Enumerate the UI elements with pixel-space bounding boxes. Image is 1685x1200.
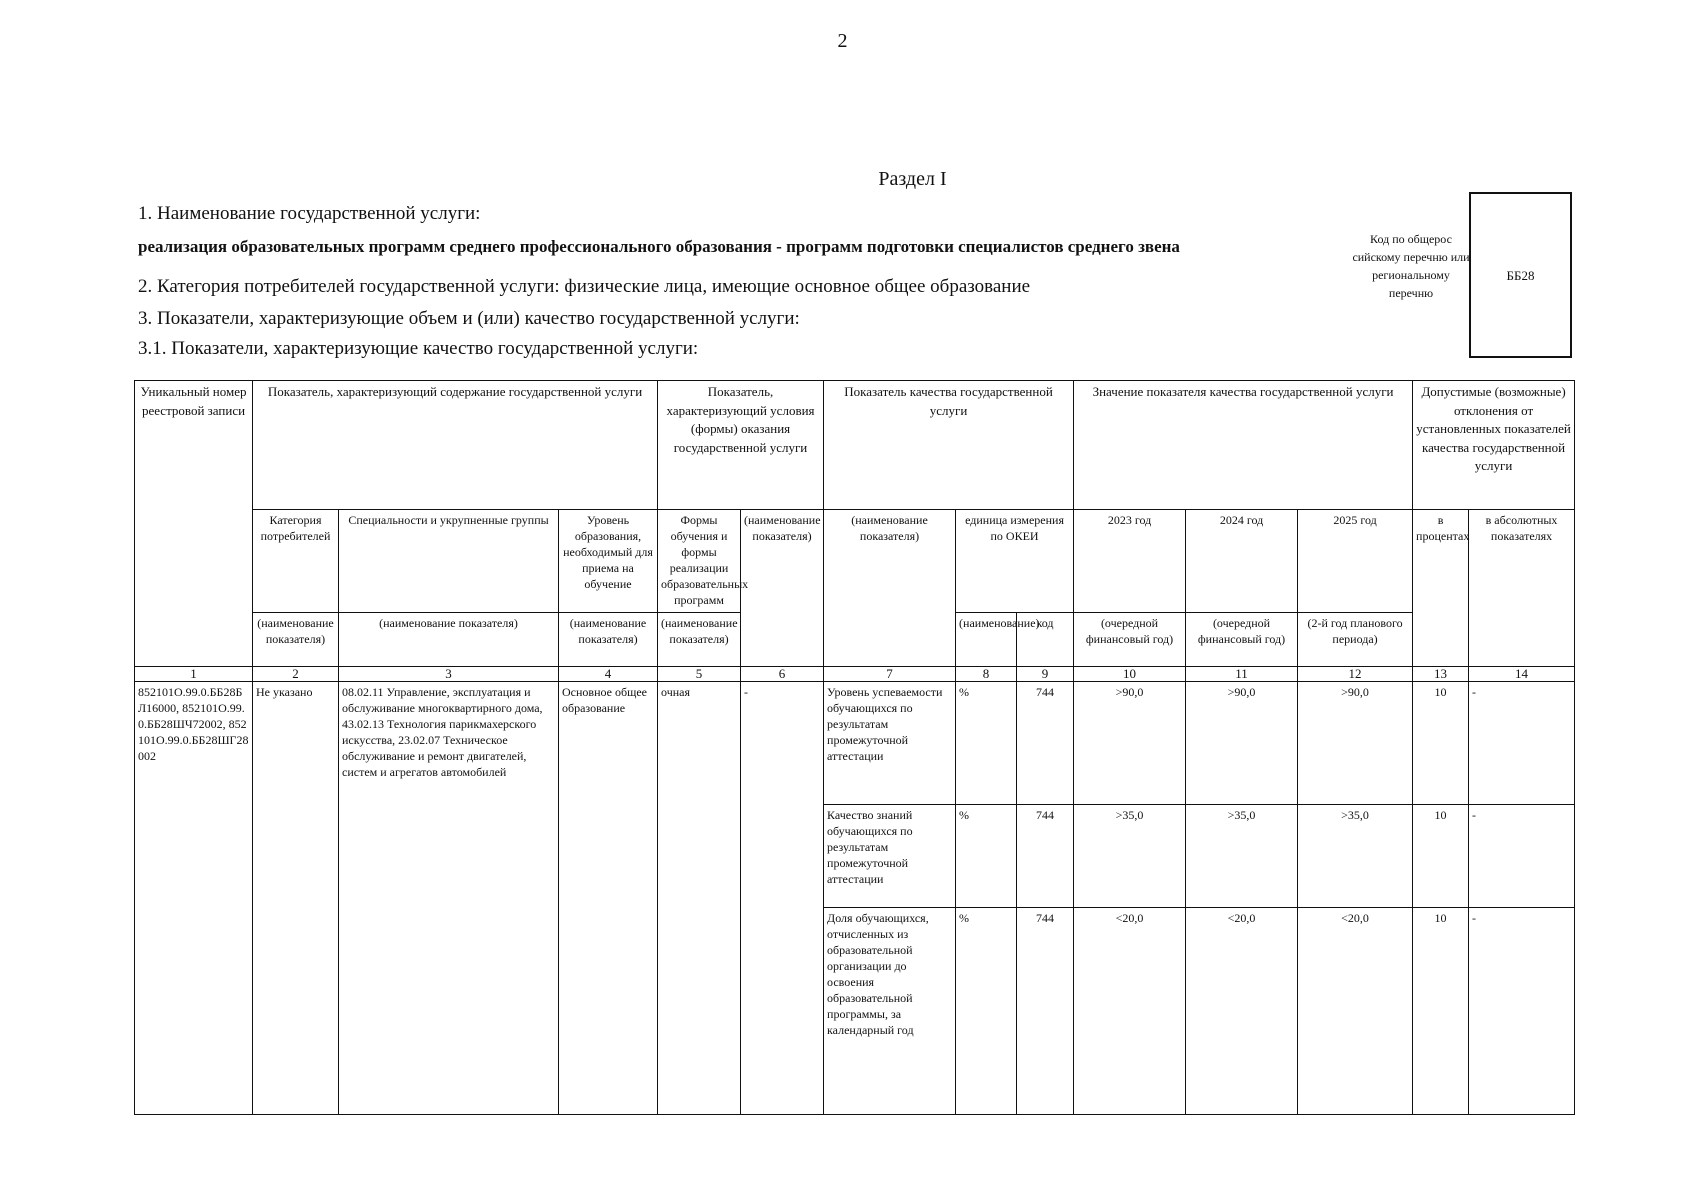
value-2025: <20,0 — [1298, 908, 1413, 1115]
col-num-2: 2 — [253, 667, 339, 682]
quality-indicators-heading: 3.1. Показатели, характеризующие качество государственной услуги: — [138, 338, 699, 359]
page-number: 2 — [837, 30, 848, 52]
header-unit-name: (наименование) — [956, 613, 1017, 667]
col-num-9: 9 — [1017, 667, 1074, 682]
value-2023: >90,0 — [1074, 682, 1186, 805]
deviation-absolute: - — [1469, 682, 1575, 805]
header-level: Уровень образования, необходимый для приема на обучение — [559, 510, 658, 613]
header-row-1 — [135, 381, 1575, 510]
value-2023: >35,0 — [1074, 805, 1186, 908]
deviation-absolute: - — [1469, 805, 1575, 908]
value-2024: >35,0 — [1186, 805, 1298, 908]
header-row-2 — [135, 510, 1575, 613]
col-num-3: 3 — [339, 667, 559, 682]
col-num-11: 11 — [1186, 667, 1298, 682]
col-num-5: 5 — [658, 667, 741, 682]
column-numbers-row — [135, 667, 1575, 682]
header-2023: 2023 год — [1074, 510, 1186, 613]
section-title: Раздел I — [878, 168, 947, 190]
header-2025: 2025 год — [1298, 510, 1413, 613]
quality-indicators-table — [134, 380, 1575, 1115]
unit-code: 744 — [1017, 908, 1074, 1115]
header-percent: в процентах — [1413, 510, 1469, 667]
indicator-name: Доля обучающихся, отчисленных из образовательной организации до освоения образовательной программы, за календарный год — [824, 908, 956, 1115]
header-registry: Уникальный номер реестровой записи — [135, 381, 253, 667]
unit-name: % — [956, 805, 1017, 908]
table-row — [135, 682, 1575, 805]
value-2025: >90,0 — [1298, 682, 1413, 805]
header-conditions: Показатель, характеризующий условия (формы) оказания государственной услуги — [658, 381, 824, 510]
education-level-cell: Основное общее образование — [559, 682, 658, 1115]
registry-code-box — [1469, 192, 1572, 358]
header-naming-7: (наименование показателя) — [824, 510, 956, 667]
col-num-6: 6 — [741, 667, 824, 682]
unit-name: % — [956, 908, 1017, 1115]
header-naming-4: (наименование показателя) — [559, 613, 658, 667]
service-name: реализация образовательных программ среднего профессионального образования - программ подготовки специалистов среднего звена — [138, 237, 1180, 256]
header-naming-2: (наименование показателя) — [253, 613, 339, 667]
service-name-label: 1. Наименование государственной услуги: — [138, 203, 481, 224]
condition-2-cell: - — [741, 682, 824, 1115]
header-specialties: Специальности и укрупненные группы — [339, 510, 559, 613]
deviation-percent: 10 — [1413, 682, 1469, 805]
header-values: Значение показателя качества государственной услуги — [1074, 381, 1413, 510]
unit-name: % — [956, 682, 1017, 805]
header-fin-11: (очередной финансовый год) — [1186, 613, 1298, 667]
header-naming-3: (наименование показателя) — [339, 613, 559, 667]
col-num-10: 10 — [1074, 667, 1186, 682]
col-num-13: 13 — [1413, 667, 1469, 682]
col-num-14: 14 — [1469, 667, 1575, 682]
header-absolute: в абсолютных показателях — [1469, 510, 1575, 667]
header-deviations: Допустимые (возможные) отклонения от установленных показателей качества государственной услуги — [1413, 381, 1575, 510]
registry-number: 852101О.99.0.ББ28БЛ16000, 852101О.99.0.ББ28ШЧ72002, 852101О.99.0.ББ28ШГ28002 — [135, 682, 253, 1115]
header-naming-5: (наименование показателя) — [658, 613, 741, 667]
consumer-category: 2. Категория потребителей государственной услуги: физические лица, имеющие основное общее образование — [138, 276, 1031, 297]
header-fin-12: (2-й год планового периода) — [1298, 613, 1413, 667]
value-2023: <20,0 — [1074, 908, 1186, 1115]
registry-code-value: ББ28 — [1506, 268, 1535, 283]
header-fin-10: (очередной финансовый год) — [1074, 613, 1186, 667]
header-quality: Показатель качества государственной услуги — [824, 381, 1074, 510]
unit-code: 744 — [1017, 805, 1074, 908]
deviation-percent: 10 — [1413, 908, 1469, 1115]
header-unit: единица измерения по ОКЕИ — [956, 510, 1074, 613]
header-2024: 2024 год — [1186, 510, 1298, 613]
value-2024: >90,0 — [1186, 682, 1298, 805]
header-naming-6: (наименование показателя) — [741, 510, 824, 667]
col-num-1: 1 — [135, 667, 253, 682]
specialties-cell: 08.02.11 Управление, эксплуатация и обслуживание многоквартирного дома, 43.02.13 Технология парикмахерского искусства, 23.02.07 Техническое обслуживание и ремонт двигателей, систем и агрегатов автомобилей — [339, 682, 559, 1115]
col-num-7: 7 — [824, 667, 956, 682]
col-num-12: 12 — [1298, 667, 1413, 682]
col-num-4: 4 — [559, 667, 658, 682]
indicators-heading: 3. Показатели, характеризующие объем и (или) качество государственной услуги: — [138, 308, 800, 329]
registry-code-label: Код по общерос сийскому перечню или региональному перечню — [1352, 232, 1470, 300]
deviation-absolute: - — [1469, 908, 1575, 1115]
header-content: Показатель, характеризующий содержание государственной услуги — [253, 381, 658, 510]
value-2024: <20,0 — [1186, 908, 1298, 1115]
header-forms: Формы обучения и формы реализации образовательных программ — [658, 510, 741, 613]
study-form-cell: очная — [658, 682, 741, 1115]
unit-code: 744 — [1017, 682, 1074, 805]
col-num-8: 8 — [956, 667, 1017, 682]
indicator-name: Качество знаний обучающихся по результатам промежуточной аттестации — [824, 805, 956, 908]
consumer-category-cell: Не указано — [253, 682, 339, 1115]
header-unit-code: код — [1017, 613, 1074, 667]
indicator-name: Уровень успеваемости обучающихся по результатам промежуточной аттестации — [824, 682, 956, 805]
header-category: Категория потребителей — [253, 510, 339, 613]
deviation-percent: 10 — [1413, 805, 1469, 908]
value-2025: >35,0 — [1298, 805, 1413, 908]
